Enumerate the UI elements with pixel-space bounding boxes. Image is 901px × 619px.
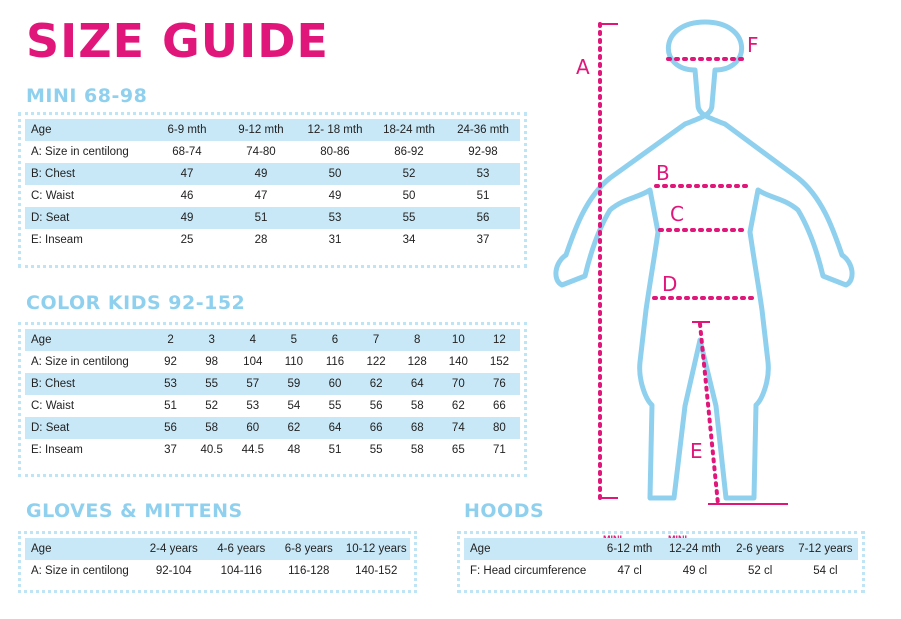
header-cell: 3: [191, 329, 232, 351]
header-cell: 4: [232, 329, 273, 351]
table-cell: 104-116: [220, 565, 262, 577]
gloves-heading: GLOVES & MITTENS: [26, 500, 243, 522]
row-label: D: Seat: [25, 417, 150, 439]
table-cell: 58: [410, 400, 424, 412]
table-cell: 50: [402, 190, 416, 202]
table-cell: 47: [254, 190, 268, 202]
header-cell: 10: [438, 329, 479, 351]
table-cell: 76: [479, 373, 520, 395]
table-row: [25, 395, 520, 417]
table-cell: 110: [284, 356, 304, 368]
table-cell: 55: [369, 444, 383, 456]
row-label: A: Size in centilong: [31, 565, 129, 577]
table-row: [25, 229, 520, 251]
table-cell: 66: [356, 417, 397, 439]
table-cell: 56: [369, 400, 383, 412]
table-cell: 28: [254, 234, 268, 246]
header-cell: 2: [150, 329, 191, 351]
header-cell: 7: [356, 329, 397, 351]
table-cell: 128: [407, 356, 427, 368]
table-cell: 52: [205, 400, 219, 412]
label-e: E: [690, 439, 703, 463]
table-cell: 53: [446, 163, 520, 185]
header-cell: 12-24 mth: [662, 538, 727, 560]
header-cell: Age: [464, 538, 597, 560]
table-cell: 56: [446, 207, 520, 229]
table-cell: 53: [246, 400, 260, 412]
table-cell: 152: [489, 356, 510, 368]
header-cell: 6-12 mth: [597, 538, 662, 560]
table-cell: 47: [150, 163, 224, 185]
table-cell: 53: [298, 207, 372, 229]
table-cell: 116-128: [288, 565, 330, 577]
table-cell: 86-92: [394, 146, 424, 158]
table-cell: 65: [451, 444, 465, 456]
table-cell: 64: [397, 373, 438, 395]
header-cell: 8: [397, 329, 438, 351]
table-cell: 60: [232, 417, 273, 439]
table-cell: 55: [191, 373, 232, 395]
table-cell: 140: [448, 356, 468, 368]
table-cell: 62: [356, 373, 397, 395]
table-cell: 57: [232, 373, 273, 395]
table-cell: 98: [205, 356, 219, 368]
header-cell: 4-6 years: [208, 538, 276, 560]
table-row: [25, 417, 520, 439]
table-cell: 92-104: [155, 565, 192, 577]
kids-size-table: [18, 322, 527, 477]
table-row: [25, 185, 520, 207]
table-cell: 40.5: [200, 444, 223, 456]
table-row: [25, 163, 520, 185]
table-header-row: [25, 329, 520, 351]
header-cell: 12- 18 mth: [298, 119, 372, 141]
table-cell: 62: [273, 417, 314, 439]
header-cell: 2-6 years: [728, 538, 793, 560]
table-cell: 80-86: [320, 146, 350, 158]
header-cell: 12: [479, 329, 520, 351]
table-cell: 80: [479, 417, 520, 439]
table-cell: 49: [224, 163, 298, 185]
label-c: C: [670, 202, 684, 226]
header-cell: 2-4 years: [140, 538, 208, 560]
table-row: [25, 141, 520, 163]
row-label: D: Seat: [25, 207, 150, 229]
table-cell: 66: [493, 400, 506, 412]
header-cell: Age: [25, 538, 140, 560]
header-cell: Age: [25, 329, 150, 351]
header-cell: 9-12 mth: [224, 119, 298, 141]
table-cell: 49: [328, 190, 342, 202]
table-row: [25, 373, 520, 395]
table-row: [25, 560, 410, 582]
table-cell: 25: [180, 234, 194, 246]
table-cell: 52: [372, 163, 446, 185]
table-cell: 52 cl: [747, 565, 773, 577]
row-label: B: Chest: [25, 373, 150, 395]
table-cell: 92: [164, 356, 177, 368]
header-cell: 7-12 years: [793, 538, 858, 560]
header-cell: 10-12 years: [343, 538, 411, 560]
table-cell: 51: [164, 400, 177, 412]
label-b: B: [656, 161, 670, 185]
label-f: F: [747, 33, 759, 57]
hoods-size-table: [457, 531, 865, 593]
table-cell: 34: [402, 234, 416, 246]
header-cell: 6-9 mth: [150, 119, 224, 141]
header-cell: 24-36 mth: [446, 119, 520, 141]
table-cell: 62: [451, 400, 465, 412]
hoods-heading: HOODS: [464, 500, 545, 522]
table-cell: 68-74: [172, 146, 202, 158]
table-row: [25, 351, 520, 373]
row-label: E: Inseam: [31, 234, 83, 246]
table-cell: 92-98: [468, 146, 498, 158]
table-cell: 104: [243, 356, 263, 368]
row-label: F: Head circumference: [470, 565, 587, 577]
table-cell: 56: [150, 417, 191, 439]
table-cell: 55: [328, 400, 342, 412]
table-cell: 51: [328, 444, 342, 456]
row-label: C: Waist: [31, 190, 75, 202]
table-cell: 59: [273, 373, 314, 395]
table-cell: 44.5: [241, 444, 264, 456]
table-cell: 54: [287, 400, 301, 412]
header-cell: 18-24 mth: [372, 119, 446, 141]
row-label: A: Size in centilong: [31, 146, 129, 158]
table-cell: 58: [191, 417, 232, 439]
label-d: D: [662, 272, 678, 296]
table-cell: 51: [224, 207, 298, 229]
table-cell: 140-152: [355, 565, 398, 577]
table-cell: 46: [180, 190, 194, 202]
table-row: [464, 560, 858, 582]
table-cell: 55: [372, 207, 446, 229]
table-cell: 49: [150, 207, 224, 229]
table-cell: 74-80: [246, 146, 276, 158]
row-label: B: Chest: [25, 163, 150, 185]
table-cell: 48: [287, 444, 301, 456]
table-cell: 47 cl: [617, 565, 642, 577]
header-cell: Age: [25, 119, 150, 141]
table-cell: 58: [410, 444, 424, 456]
table-row: [25, 207, 520, 229]
label-a: A: [576, 55, 590, 79]
table-row: [25, 439, 520, 461]
page-title: SIZE GUIDE: [26, 14, 329, 68]
row-label: C: Waist: [31, 400, 75, 412]
header-cell: 6-8 years: [275, 538, 343, 560]
table-cell: 116: [325, 356, 345, 368]
table-cell: 31: [328, 234, 342, 246]
row-label: A: Size in centilong: [31, 356, 129, 368]
table-cell: 122: [366, 356, 386, 368]
mini-size-table: [18, 112, 527, 268]
child-measurement-diagram: [540, 10, 870, 510]
kids-heading: COLOR KIDS 92-152: [26, 292, 246, 314]
row-label: E: Inseam: [31, 444, 83, 456]
table-cell: 37: [476, 234, 490, 246]
table-cell: 51: [476, 190, 490, 202]
mini-heading: MINI 68-98: [26, 85, 148, 107]
table-cell: 60: [314, 373, 355, 395]
table-cell: 71: [493, 444, 506, 456]
table-header-row: [25, 119, 520, 141]
header-cell: 6: [314, 329, 355, 351]
table-cell: 68: [397, 417, 438, 439]
table-cell: 70: [438, 373, 479, 395]
table-header-row: [464, 538, 858, 560]
header-cell: 5: [273, 329, 314, 351]
table-cell: 64: [314, 417, 355, 439]
table-cell: 53: [150, 373, 191, 395]
table-cell: 49 cl: [682, 565, 708, 577]
table-cell: 37: [164, 444, 177, 456]
gloves-size-table: [18, 531, 417, 593]
table-header-row: [25, 538, 410, 560]
table-cell: 50: [298, 163, 372, 185]
table-cell: 74: [438, 417, 479, 439]
table-cell: 54 cl: [813, 565, 838, 577]
